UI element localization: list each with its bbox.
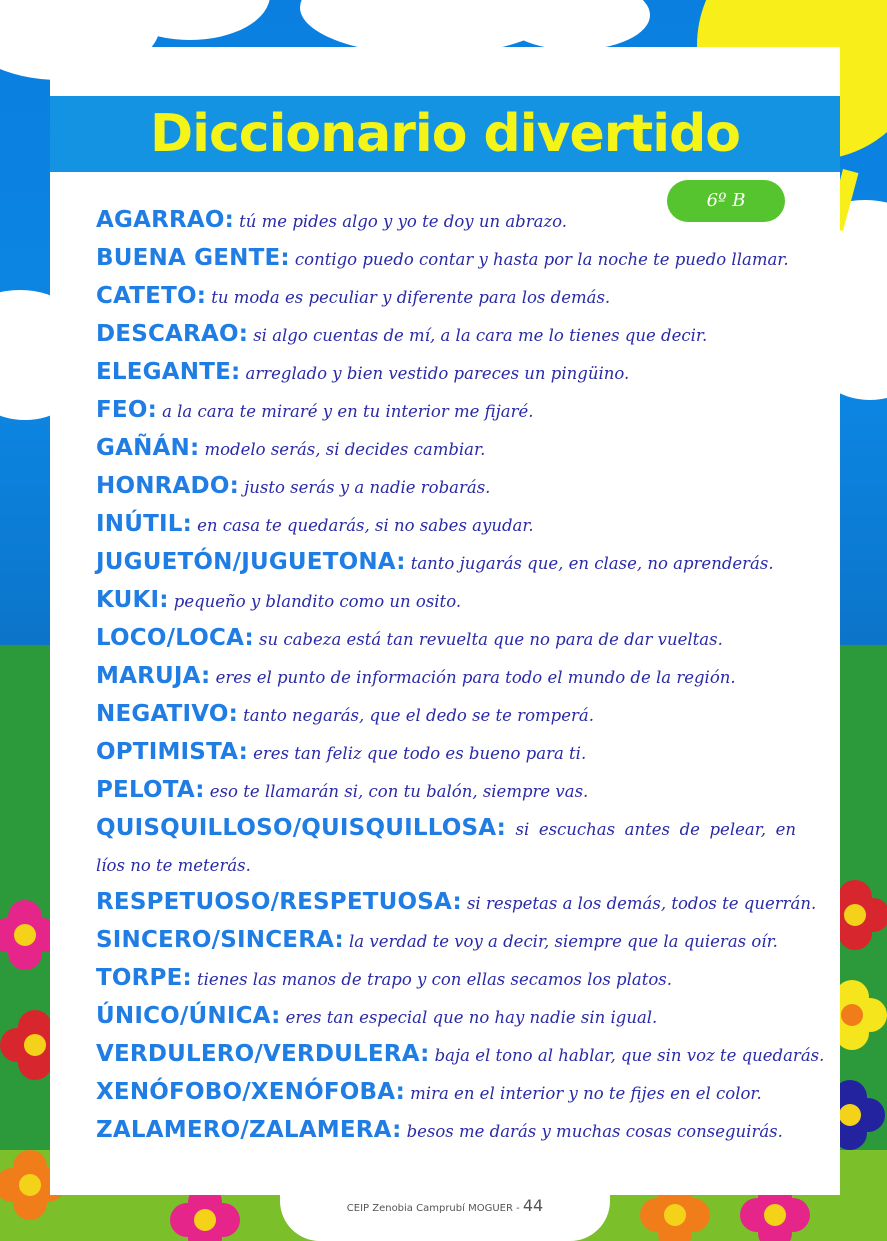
entry-definition: si escuchas antes de pelear, en líos no te meterás. — [96, 820, 796, 875]
dictionary-entry — [96, 544, 796, 582]
entry-term: INÚTIL: — [96, 511, 192, 537]
entry-term: BUENA GENTE: — [96, 245, 290, 271]
dictionary-entry — [96, 620, 796, 658]
dictionary-entry — [96, 468, 796, 506]
entry-definition: tú me pides algo y yo te doy un abrazo. — [239, 212, 568, 231]
entry-definition: besos me darás y muchas cosas conseguirás. — [406, 1122, 783, 1141]
entry-term: MARUJA: — [96, 663, 211, 689]
footer-school: CEIP Zenobia Camprubí MOGUER - — [346, 1203, 523, 1214]
entry-definition: eres el punto de información para todo el mundo de la región. — [215, 668, 736, 687]
dictionary-entry — [96, 922, 796, 960]
dictionary-entry — [96, 354, 796, 392]
entry-definition: la verdad te voy a decir, siempre que la quieras oír. — [349, 932, 778, 951]
entry-definition: contigo puedo contar y hasta por la noche te puedo llamar. — [294, 250, 789, 269]
entry-term: PELOTA: — [96, 777, 205, 803]
dictionary-entry — [96, 1112, 796, 1150]
entry-term: JUGUETÓN/JUGUETONA: — [96, 549, 406, 575]
entry-definition: eres tan especial que no hay nadie sin igual. — [285, 1008, 658, 1027]
entry-term: XENÓFOBO/XENÓFOBA: — [96, 1079, 406, 1105]
dictionary-entry — [96, 430, 796, 468]
entry-term: VERDULERO/VERDULERA: — [96, 1041, 430, 1067]
dictionary-entry — [96, 506, 796, 544]
dictionary-entry — [96, 392, 796, 430]
entry-term: ZALAMERO/ZALAMERA: — [96, 1117, 402, 1143]
entry-term: GAÑÁN: — [96, 435, 200, 461]
entry-definition: a la cara te miraré y en tu interior me fijaré. — [162, 402, 534, 421]
dictionary-entry — [96, 734, 796, 772]
entry-term: FEO: — [96, 397, 157, 423]
dictionary-entry — [96, 278, 796, 316]
page-footer — [280, 1196, 610, 1215]
entry-term: TORPE: — [96, 965, 192, 991]
entry-definition: mira en el interior y no te fijes en el color. — [410, 1084, 762, 1103]
entry-definition: justo serás y a nadie robarás. — [244, 478, 491, 497]
entry-definition: eres tan feliz que todo es bueno para ti. — [253, 744, 587, 763]
dictionary-entry — [96, 696, 796, 734]
entry-definition: eso te llamarán si, con tu balón, siempre vas. — [209, 782, 589, 801]
entry-term: ELEGANTE: — [96, 359, 241, 385]
entry-term: OPTIMISTA: — [96, 739, 248, 765]
entry-definition: si algo cuentas de mí, a la cara me lo tienes que decir. — [253, 326, 708, 345]
entry-term: RESPETUOSO/RESPETUOSA: — [96, 889, 462, 915]
dictionary-entry — [96, 316, 796, 354]
dictionary-entry — [96, 1074, 796, 1112]
entry-term: LOCO/LOCA: — [96, 625, 254, 651]
page-title: Diccionario divertido — [149, 104, 741, 164]
entry-definition: tu moda es peculiar y diferente para los demás. — [211, 288, 611, 307]
dictionary-entry — [96, 202, 796, 240]
entry-term: KUKI: — [96, 587, 169, 613]
dictionary-list — [96, 202, 825, 1150]
entry-term: QUISQUILLOSO/QUISQUILLOSA: — [96, 815, 507, 841]
entry-term: AGARRAO: — [96, 207, 235, 233]
entry-term: HONRADO: — [96, 473, 240, 499]
dictionary-entry — [96, 998, 796, 1036]
dictionary-entry — [96, 810, 796, 884]
dictionary-entry — [96, 772, 796, 810]
dictionary-entry — [96, 960, 796, 998]
entry-definition: arreglado y bien vestido pareces un pingüino. — [245, 364, 630, 383]
page-number: 44 — [522, 1196, 544, 1215]
dictionary-entry — [96, 884, 817, 922]
class-badge: 6º B — [667, 180, 785, 222]
dictionary-entry — [96, 240, 796, 278]
entry-term: CATETO: — [96, 283, 207, 309]
entry-definition: pequeño y blandito como un osito. — [173, 592, 462, 611]
entry-definition: tienes las manos de trapo y con ellas secamos los platos. — [197, 970, 673, 989]
entry-term: SINCERO/SINCERA: — [96, 927, 344, 953]
dictionary-entry — [96, 658, 796, 696]
entry-definition: en casa te quedarás, si no sabes ayudar. — [197, 516, 534, 535]
entry-term: NEGATIVO: — [96, 701, 239, 727]
entry-term: ÚNICO/ÚNICA: — [96, 1003, 281, 1029]
entry-definition: modelo serás, si decides cambiar. — [204, 440, 486, 459]
entry-definition: tanto jugarás que, en clase, no aprenderás. — [410, 554, 774, 573]
entry-definition: si respetas a los demás, todos te querrán. — [466, 894, 817, 913]
dictionary-entry — [96, 1036, 825, 1074]
entry-definition: su cabeza está tan revuelta que no para de dar vueltas. — [259, 630, 723, 649]
dictionary-entry — [96, 582, 796, 620]
entry-term: DESCARAO: — [96, 321, 249, 347]
entry-definition: baja el tono al hablar, que sin voz te quedarás. — [434, 1046, 825, 1065]
entry-definition: tanto negarás, que el dedo se te romperá. — [243, 706, 594, 725]
